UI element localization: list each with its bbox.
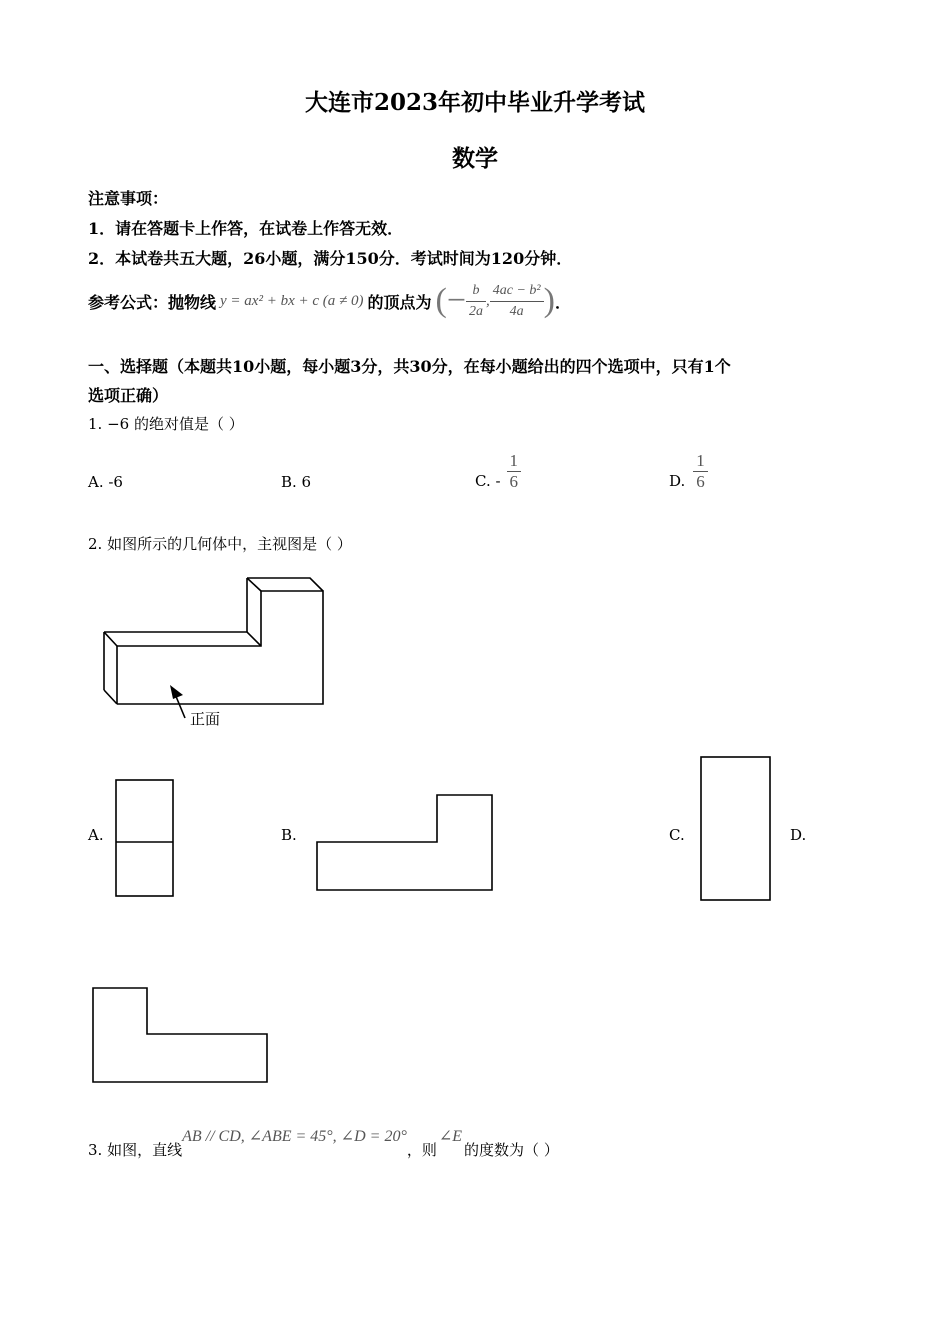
formula-middle: 的顶点为 [367, 292, 432, 312]
formula-prefix: 参考公式：抛物线 [88, 292, 217, 312]
q1-stem: 1. −6 的绝对值是（ ） [88, 415, 244, 433]
vertex-separator: , [486, 292, 490, 309]
q3-stem [88, 1120, 559, 1160]
front-arrow-icon [170, 685, 185, 718]
q2-option-b: B. [281, 826, 297, 844]
section1-heading-line2: 选项正确） [88, 386, 169, 405]
vertex-close-paren: ) [543, 282, 555, 319]
q2-option-d: D. [790, 826, 807, 844]
q1-option-c-fraction: $\frac{1}{6}$ [507, 451, 522, 492]
subject-title: 数学 [452, 145, 498, 172]
q2-stem: 2. 如图所示的几何体中，主视图是（ ） [88, 535, 352, 553]
formula-suffix: ． [554, 292, 571, 312]
q1-option-d-label: D. [669, 472, 686, 490]
q2-option-c-figure [701, 757, 770, 900]
q3-target-angle: ∠E [438, 1128, 463, 1145]
q1-option-b: B. 6 [281, 473, 312, 491]
q2-option-d-figure [93, 988, 267, 1082]
q2-option-b-figure [317, 795, 492, 890]
fraction-discriminant: $\frac{\text{4ac − b²}}{4a}$ [490, 281, 544, 322]
q1-option-c-label: C. - [475, 472, 501, 490]
section1-heading-line1: 一、选择题（本题共10小题，每小题3分，共30分，在每小题给出的四个选项中，只有1个 [88, 357, 731, 376]
q3-middle: ，则 [406, 1141, 437, 1159]
q2-option-a: A. [88, 826, 104, 844]
q3-prefix: 3. 如图，直线 [88, 1141, 183, 1159]
q1-option-a: A. -6 [88, 473, 123, 491]
vertex-open-paren: (− [435, 282, 466, 319]
q2-option-c: C. [669, 826, 685, 844]
q1-option-d [669, 445, 708, 497]
q1-option-d-fraction: $\frac{1}{6}$ [693, 451, 708, 492]
q2-option-a-figure [116, 780, 173, 896]
notes-heading: 注意事项： [88, 189, 169, 208]
q1-option-c [475, 445, 521, 497]
vertex-expression [436, 281, 555, 322]
note-item-1: 1．请在答题卡上作答，在试卷上作答无效． [88, 219, 404, 238]
fraction-b-over-2a: $\frac{b}{2a}$ [466, 281, 486, 322]
front-label: 正面 [190, 710, 221, 728]
exam-title: 大连市2023年初中毕业升学考试 [304, 89, 645, 116]
note-item-2: 2．本试卷共五大题，26小题，满分150分．考试时间为120分钟． [88, 249, 573, 268]
reference-formula [88, 276, 571, 326]
q3-suffix: 的度数为（ ） [464, 1141, 559, 1159]
parabola-equation: y = ax² + bx + c (a ≠ 0) [220, 292, 364, 309]
q3-condition: AB // CD, ∠ABE = 45°, ∠D = 20° [182, 1128, 407, 1145]
solid-outline [104, 578, 323, 704]
